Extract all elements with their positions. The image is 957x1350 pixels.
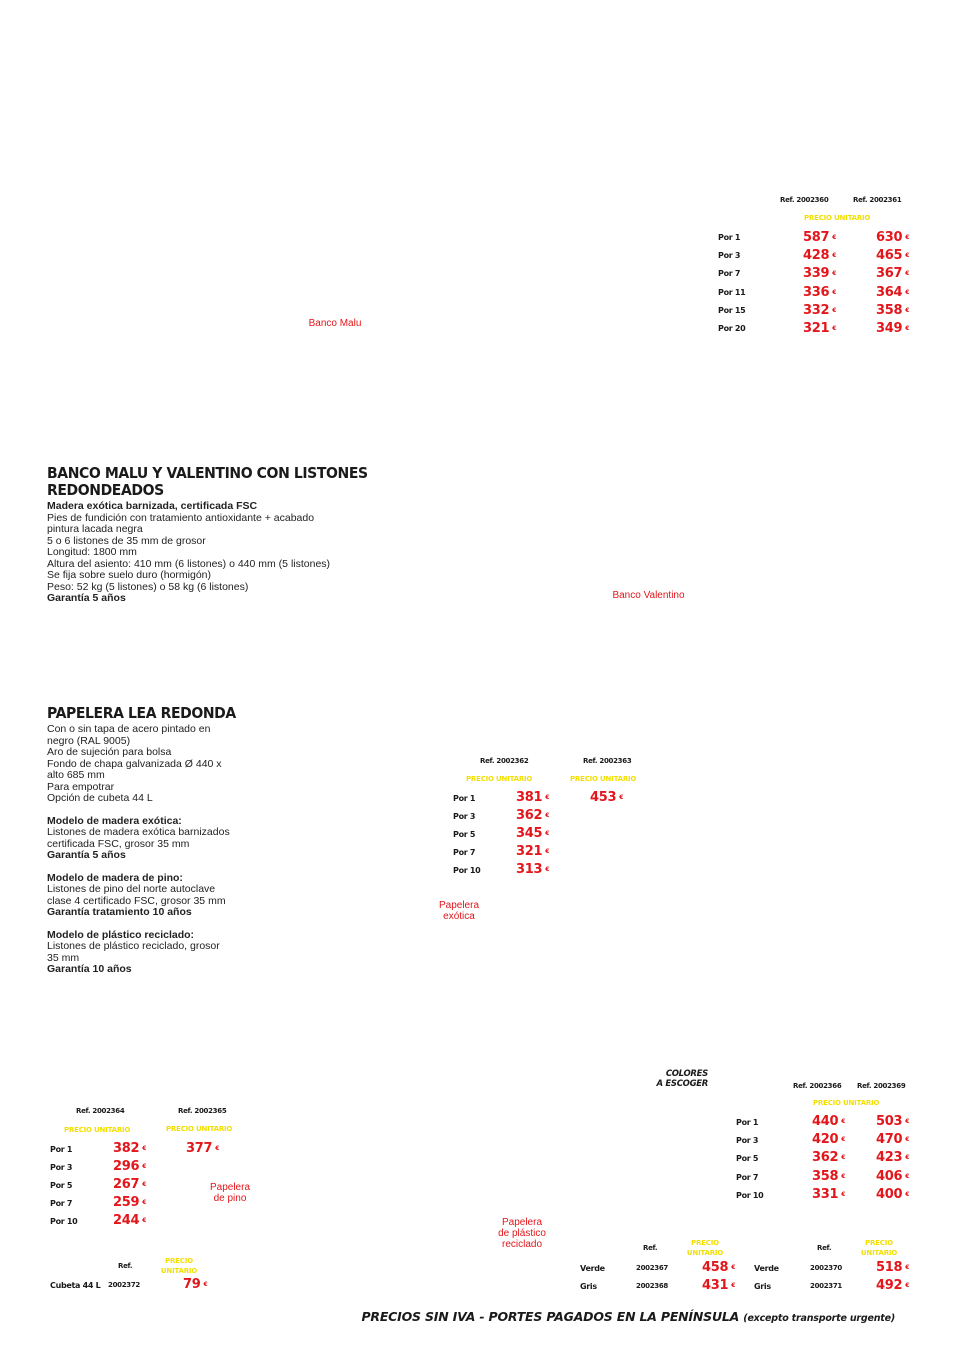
qty-label: Por 10 — [453, 866, 481, 875]
unit-price-header: PRECIO UNITARIO — [64, 1126, 131, 1134]
papelera-line: Con o sin tapa de acero pintado en — [47, 723, 211, 735]
plastico-line: 35 mm — [47, 951, 80, 964]
color-name: Gris — [580, 1282, 597, 1291]
papelera-description — [47, 724, 262, 976]
price-b: 377 € — [186, 1141, 220, 1156]
price-b: 400 € — [876, 1187, 910, 1202]
price-a: 244 € — [113, 1213, 147, 1228]
price-b: 453 € — [590, 790, 624, 805]
price-b: 465 € — [876, 248, 910, 263]
papelera-line: Para empotrar — [47, 780, 115, 793]
color-ref-header-left: Ref. — [643, 1244, 658, 1252]
ref-2002369: Ref. 2002369 — [857, 1082, 906, 1090]
color-name: Verde — [580, 1264, 605, 1273]
ref-2002366: Ref. 2002366 — [793, 1082, 842, 1090]
qty-label: Por 10 — [736, 1191, 764, 1200]
price-b: 423 € — [876, 1150, 910, 1165]
price-b: 364 € — [876, 285, 910, 300]
qty-label: Por 15 — [718, 306, 746, 315]
price-a: 381 € — [516, 790, 550, 805]
banco-warranty: Garantía 5 años — [47, 592, 126, 604]
pino-model-title: Modelo de madera de pino: — [47, 871, 183, 884]
color-ref: 2002370 — [810, 1264, 842, 1272]
price-a: 420 € — [812, 1132, 846, 1147]
pino-line: clase 4 certificado FSC, grosor 35 mm — [47, 894, 226, 907]
banco-section — [47, 465, 387, 605]
colors-label: COLORES A ESCOGER — [656, 1069, 708, 1089]
color-ref: 2002367 — [636, 1264, 668, 1272]
qty-label: Por 3 — [718, 251, 741, 260]
price-a: 267 € — [113, 1177, 147, 1192]
banco-subtitle: Madera exótica barnizada, certificada FSC — [47, 500, 258, 512]
exotica-line: Listones de madera exótica barnizados — [47, 826, 230, 838]
price-b: 406 € — [876, 1169, 910, 1184]
price-a: 313 € — [516, 862, 550, 877]
price-b: 630 € — [876, 230, 910, 245]
price-a: 440 € — [812, 1114, 846, 1129]
color-ref: 2002368 — [636, 1282, 668, 1290]
papelera-section — [47, 705, 262, 976]
papelera-line: Opción de cubeta 44 L — [47, 792, 153, 804]
pino-warranty: Garantía tratamiento 10 años — [47, 906, 192, 918]
price-a: 358 € — [812, 1169, 846, 1184]
banco-line: Longitud: 1800 mm — [47, 546, 137, 558]
price-b: 367 € — [876, 266, 910, 281]
papelera-line: negro (RAL 9005) — [47, 734, 131, 747]
banco-line: Pies de fundición con tratamiento antioxidante + acabado — [47, 511, 315, 524]
qty-label: Por 20 — [718, 324, 746, 333]
qty-label: Por 7 — [736, 1173, 759, 1182]
qty-label: Por 3 — [50, 1163, 73, 1172]
cubeta-price: 79 € — [183, 1277, 208, 1292]
cubeta-ref: 2002372 — [108, 1281, 140, 1289]
papelera-exotica-image-label: Papelera exótica — [438, 900, 480, 922]
papelera-line: alto 685 mm — [47, 769, 105, 781]
qty-label: Por 3 — [736, 1136, 759, 1145]
price-a: 331 € — [812, 1187, 846, 1202]
color-price-header-right: PRECIO UNITARIO — [860, 1239, 898, 1257]
price-a: 339 € — [803, 266, 837, 281]
plastico-warranty: Garantía 10 años — [47, 963, 132, 975]
ref-2002360: Ref. 2002360 — [780, 196, 829, 204]
footer-note — [361, 1309, 895, 1324]
price-a: 362 € — [516, 808, 550, 823]
qty-label: Por 5 — [50, 1181, 73, 1190]
qty-label: Por 3 — [453, 812, 476, 821]
papelera-line: Fondo de chapa galvanizada Ø 440 x — [47, 757, 222, 770]
qty-label: Por 7 — [50, 1199, 73, 1208]
qty-label: Por 10 — [50, 1217, 78, 1226]
exotica-line: certificada FSC, grosor 35 mm — [47, 837, 190, 850]
color-name: Gris — [754, 1282, 771, 1291]
qty-label: Por 5 — [453, 830, 476, 839]
banco-description — [47, 501, 387, 605]
banco-line: Se fija sobre suelo duro (hormigón) — [47, 569, 212, 581]
unit-price-header: PRECIO UNITARIO — [813, 1099, 880, 1107]
cubeta-price-header: PRECIO UNITARIO — [160, 1257, 198, 1275]
color-price: 518 € — [876, 1260, 910, 1275]
papelera-line: Aro de sujeción para bolsa — [47, 746, 172, 758]
color-name: Verde — [754, 1264, 779, 1273]
footer-small-text: (excepto transporte urgente) — [743, 1313, 895, 1324]
ref-2002362: Ref. 2002362 — [480, 757, 529, 765]
cubeta-name: Cubeta 44 L — [50, 1281, 101, 1290]
price-b: 470 € — [876, 1132, 910, 1147]
price-a: 362 € — [812, 1150, 846, 1165]
color-ref: 2002371 — [810, 1282, 842, 1290]
price-a: 382 € — [113, 1141, 147, 1156]
qty-label: Por 5 — [736, 1154, 759, 1163]
price-a: 345 € — [516, 826, 550, 841]
exotica-model-title: Modelo de madera exótica: — [47, 814, 182, 827]
unit-price-header: PRECIO UNITARIO — [570, 775, 637, 783]
color-price: 431 € — [702, 1278, 736, 1293]
price-a: 332 € — [803, 303, 837, 318]
color-price: 458 € — [702, 1260, 736, 1275]
qty-label: Por 1 — [736, 1118, 759, 1127]
footer-main-text: PRECIOS SIN IVA - PORTES PAGADOS EN LA PENÍNSULA — [361, 1309, 740, 1324]
banco-title — [47, 465, 387, 500]
papelera-title: PAPELERA LEA REDONDA — [47, 705, 236, 723]
papelera-pino-image-label: Papelera de pino — [209, 1182, 251, 1204]
price-a: 321 € — [516, 844, 550, 859]
color-price: 492 € — [876, 1278, 910, 1293]
price-a: 428 € — [803, 248, 837, 263]
cubeta-ref-header: Ref. — [118, 1262, 133, 1270]
ref-2002364: Ref. 2002364 — [76, 1107, 125, 1115]
price-b: 503 € — [876, 1114, 910, 1129]
qty-label: Por 11 — [718, 288, 746, 297]
banco-malu-image-label: Banco Malu — [308, 318, 362, 329]
price-a: 259 € — [113, 1195, 147, 1210]
color-price-header-left: PRECIO UNITARIO — [686, 1239, 724, 1257]
banco-line: Altura del asiento: 410 mm (6 listones) o 440 mm (5 listones) — [47, 557, 331, 570]
qty-label: Por 7 — [453, 848, 476, 857]
unit-price-header: PRECIO UNITARIO — [166, 1125, 233, 1133]
price-a: 587 € — [803, 230, 837, 245]
banco-title-line2: REDONDEADOS — [47, 482, 164, 500]
banco-line: Peso: 52 kg (5 listones) o 58 kg (6 listones) — [47, 580, 249, 593]
exotica-warranty: Garantía 5 años — [47, 849, 126, 861]
plastico-model-title: Modelo de plástico reciclado: — [47, 928, 195, 941]
papelera-plastico-image-label: Papelera de plástico reciclado — [498, 1217, 546, 1250]
color-ref-header-right: Ref. — [817, 1244, 832, 1252]
pino-line: Listones de pino del norte autoclave — [47, 883, 216, 895]
price-b: 358 € — [876, 303, 910, 318]
banco-valentino-image-label: Banco Valentino — [612, 590, 685, 601]
price-b: 349 € — [876, 321, 910, 336]
banco-line: 5 o 6 listones de 35 mm de grosor — [47, 534, 206, 547]
banco-title-line1: BANCO MALU Y VALENTINO CON LISTONES — [47, 465, 368, 483]
price-a: 321 € — [803, 321, 837, 336]
banco-line: pintura lacada negra — [47, 523, 143, 535]
ref-2002361: Ref. 2002361 — [853, 196, 902, 204]
qty-label: Por 7 — [718, 269, 741, 278]
price-a: 336 € — [803, 285, 837, 300]
qty-label: Por 1 — [718, 233, 741, 242]
qty-label: Por 1 — [50, 1145, 73, 1154]
unit-price-header: PRECIO UNITARIO — [804, 214, 871, 222]
plastico-line: Listones de plástico reciclado, grosor — [47, 940, 220, 952]
qty-label: Por 1 — [453, 794, 476, 803]
ref-2002363: Ref. 2002363 — [583, 757, 632, 765]
ref-2002365: Ref. 2002365 — [178, 1107, 227, 1115]
unit-price-header: PRECIO UNITARIO — [466, 775, 533, 783]
price-a: 296 € — [113, 1159, 147, 1174]
